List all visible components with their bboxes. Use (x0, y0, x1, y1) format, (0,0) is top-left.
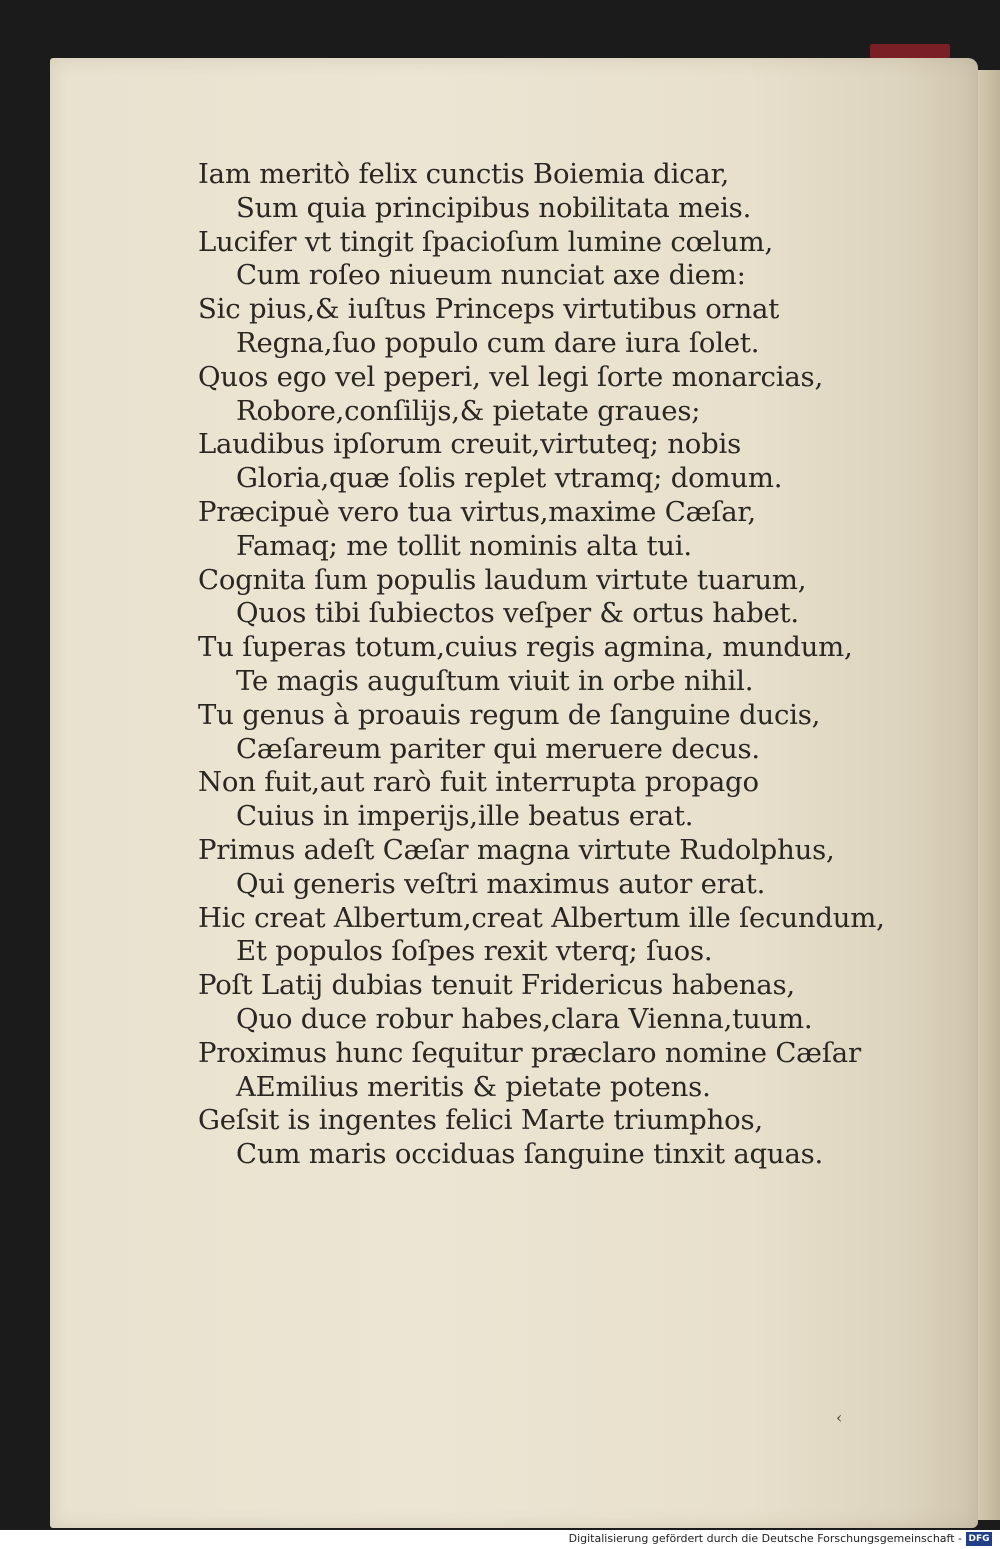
poem-line: Cum maris occiduas ſanguine tinxit aquas. (236, 1138, 824, 1171)
poem-line: Proximus hunc ſequitur præclaro nomine Cæſar (198, 1036, 861, 1069)
poem-line: Cuius in imperijs,ille beatus erat. (236, 800, 694, 833)
poem-line: AEmilius meritis & pietate potens. (236, 1070, 711, 1103)
poem-line: Præcipuè vero tua virtus,maxime Cæſar, (198, 495, 756, 528)
poem-line: Qui generis veſtri maximus autor erat. (236, 867, 766, 900)
poem-line: Te magis auguſtum viuit in orbe nihil. (236, 664, 754, 697)
poem-line: Gloria,quæ ſolis replet vtramq; domum. (236, 462, 783, 495)
poem-line: Cæſareum pariter qui meruere decus. (236, 732, 760, 765)
poem-line: Quos ego vel peperi, vel legi ſorte monarcias, (198, 360, 824, 393)
binding-edge (870, 44, 950, 58)
poem-line: Hic creat Albertum,creat Albertum ille ſecundum, (198, 901, 885, 934)
poem-line: Sic pius,& iuſtus Princeps virtutibus ornat (198, 293, 780, 326)
poem-line: Robore,conſilijs,& pietate graues; (236, 394, 701, 427)
poem-line: Non fuit,aut rarò fuit interrupta propago (198, 766, 759, 799)
poem-line: Geſsit is ingentes felici Marte triumphos, (198, 1104, 763, 1137)
poem-line: Et populos ſoſpes rexit vterq; ſuos. (236, 935, 713, 968)
footer-credit: Digitalisierung gefördert durch die Deutsche Forschungsgemeinschaft - (568, 1532, 962, 1545)
poem-line: Cum roſeo niueum nunciat axe diem: (236, 259, 746, 292)
poem-line: Famaq; me tollit nominis alta tui. (236, 529, 692, 562)
poem-text-block (198, 158, 918, 1172)
poem-line: Quo duce robur habes,clara Vienna,tuum. (236, 1002, 813, 1035)
poem-line: Lucifer vt tingit ſpacioſum lumine cœlum, (198, 225, 774, 258)
poem-line: Regna,ſuo populo cum dare iura ſolet. (236, 326, 760, 359)
poem-line: Poſt Latij dubias tenuit Fridericus habenas, (198, 969, 795, 1002)
poem-line: Laudibus ipſorum creuit,virtuteq; nobis (198, 428, 742, 461)
poem-line: Primus adeſt Cæſar magna virtute Rudolphus, (198, 833, 835, 866)
poem-line: Quos tibi ſubiectos veſper & ortus habet. (236, 597, 799, 630)
poem-line: Tu genus à proauis regum de ſanguine ducis, (198, 698, 821, 731)
poem-line: Cognita ſum populis laudum virtute tuarum, (198, 563, 807, 596)
dfg-logo-icon: DFG (966, 1532, 992, 1546)
poem-line: Sum quia principibus nobilitata meis. (236, 191, 752, 224)
poem-line: Iam meritò felix cunctis Boiemia dicar, (198, 158, 730, 190)
poem-line: Tu ſuperas totum,cuius regis agmina, mundum, (198, 631, 853, 664)
facing-page-edge (975, 70, 1000, 1520)
page-mark: ‹ (836, 1408, 843, 1427)
